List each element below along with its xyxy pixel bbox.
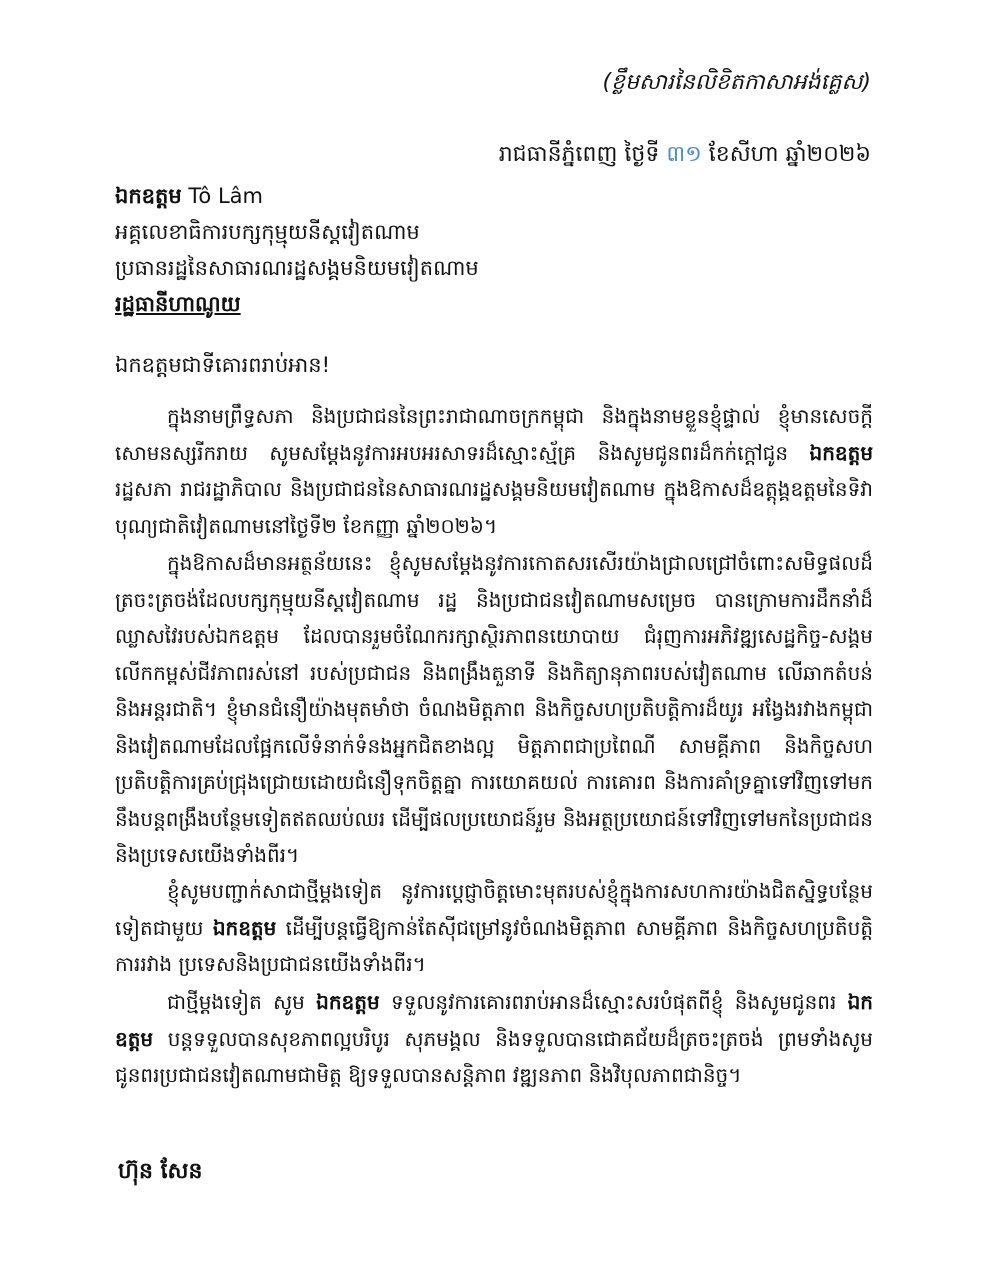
paragraph-3 xyxy=(115,873,873,983)
date-day: ៣១ xyxy=(666,142,702,167)
paragraph-4-text-e: បន្តទទួលបានសុខភាពល្អបរិបូរ សុភមង្គល និងទទួលបានជោគជ័យដ៏ត្រចះត្រចង់ ព្រមទាំងសូមជូនពរប្រជាជនវៀតណាមជាមិត្ត ឱ្យទទួលបានសន្តិភាព វឌ្ឍនភាព និងវិបុលភាពជានិច្ច។ xyxy=(115,1026,874,1087)
paragraph-2: ក្នុងឱកាសដ៏មានអត្ថន័យនេះ ខ្ញុំសូមសម្តែងនូវការកោតសរសើរយ៉ាងជ្រាលជ្រៅចំពោះសមិទ្ធផលដ៏ត្រចះត្រចង់ដែលបក្សកុម្មុយនីស្តវៀតណាម រដ្ឋ និងប្រជាជនវៀតណាមសម្រេច បានក្រោមការដឹកនាំដ៏ឈ្លាសវៃរបស់ឯកឧត្តម ដែលបានរួមចំណែករក្សាស្ថិរភាពនយោបាយ ជំរុញការអភិវឌ្ឍសេដ្ឋកិច្ច-សង្គម លើកកម្ពស់ជីវភាពរស់នៅ របស់ប្រជាជន និងពង្រឹងតួនាទី និងកិត្យានុភាពរបស់វៀតណាម លើឆាកតំបន់ និងអន្តរជាតិ។ ខ្ញុំមានជំនឿយ៉ាងមុតមាំថា ចំណងមិត្តភាព និងកិច្ចសហប្រតិបត្តិការដ៏យូរ អង្វែងរវាងកម្ពុជា និងវៀតណាមដែលផ្អែកលើទំនាក់ទំនងអ្នកជិតខាងល្អ មិត្តភាពជាប្រពៃណី សាមគ្គីភាព និងកិច្ចសហប្រតិបត្តិការគ្រប់ជ្រុងជ្រោយដោយជំនឿទុកចិត្តគ្នា ការយោគយល់ ការគោរព និងការគាំទ្រគ្នាទៅវិញទៅមក នឹងបន្តពង្រឹងបន្ថែមទៀតឥតឈប់ឈរ ដើម្បីផលប្រយោជន៍រួម និងអត្ថប្រយោជន៍ទៅវិញទៅមកនៃប្រជាជន និងប្រទេសយើងទាំងពីរ។ xyxy=(115,551,873,867)
recipient-title-1: អគ្គលេខាធិការបក្សកុម្មុយនីស្តវៀតណាម xyxy=(115,220,420,244)
date-prefix: រាជធានីភ្នំពេញ ថ្ងៃទី xyxy=(498,142,660,167)
paragraph-3-honorific: ឯកឧត្តម xyxy=(212,915,277,940)
recipient-name-line xyxy=(115,178,479,214)
paragraph-1-honorific: ឯកឧត្តម xyxy=(809,440,874,465)
signature-name: ហ៊ុន សែន xyxy=(118,1159,203,1184)
paragraph-1-text-c: រដ្ឋសភា រាជរដ្ឋាភិបាល និងប្រជាជននៃសាធារណរដ្ឋសង្គមនិយមវៀតណាម ក្នុងឱកាសដ៏ឧត្តុង្គឧត្តមនៃទិវាបុណ្យជាតិវៀតណាមនៅថ្ងៃទី២ ខែកញ្ញា ឆ្នាំ២០២៦។ xyxy=(115,477,873,538)
recipient-location: រដ្ឋធានីហាណូយ xyxy=(115,292,241,316)
date-suffix: ខែសីហា ឆ្នាំ២០២៦ xyxy=(708,142,871,167)
header-note: (ខ្លឹមសារនៃលិខិតកាសាអង់គ្លេស) xyxy=(602,70,871,95)
recipient-block xyxy=(115,178,479,322)
recipient-honorific: ឯកឧត្តម xyxy=(115,184,182,208)
paragraph-3-text-a: ខ្ញុំសូមបញ្ជាក់សាជាថ្មីម្តងទៀត នូវការប្តេជ្ញាចិត្តមោះមុតរបស់ខ្ញុំក្នុងការសហការយ៉ាងជិតស្និទ្ធបន្ថែមទៀតជាមួយ xyxy=(115,879,873,940)
paragraph-4-text-a: ជាថ្មីម្តងទៀត សូម xyxy=(167,990,305,1014)
paragraph-3-text-c: ដើម្បីបន្តធ្វើឱ្យកាន់តែស៊ីជម្រៅនូវចំណងមិត្តភាព សាមគ្គីភាព និងកិច្ចសហប្រតិបត្តិការរវាង ប្រទេសនិងប្រជាជនយើងទាំងពីរ។ xyxy=(115,915,874,976)
paragraph-1 xyxy=(115,398,873,544)
paragraph-4-honorific-2: ឯកឧត្តម xyxy=(115,990,873,1051)
salutation: ឯកឧត្តមជាទីគោរពរាប់អាន! xyxy=(115,353,331,377)
recipient-title-2: ប្រធានរដ្ឋនៃសាធារណរដ្ឋសង្គមនិយមវៀតណាម xyxy=(115,256,479,280)
paragraph-4-honorific-1: ឯកឧត្តម xyxy=(316,990,380,1014)
paragraph-4 xyxy=(115,984,873,1094)
paragraph-4-text-c: ទទួលនូវការគោរពរាប់អានដ៏ស្មោះសរបំផុតពីខ្ញុំ និងសូមជូនពរ xyxy=(390,990,837,1014)
date-line xyxy=(499,140,871,172)
paragraph-1-text-a: ក្នុងនាមព្រឹទ្ធសភា និងប្រជាជននៃព្រះរាជាណាចក្រកម្ពុជា និងក្នុងនាមខ្លួនខ្ញុំផ្ទាល់ ខ្ញុំមានសេចក្តីសោមនស្សរីករាយ សូមសម្តែងនូវការអបអរសាទរដ៏ស្មោះស្ម័គ្រ និងសូមជូនពរដ៏កក់ក្តៅជូន xyxy=(115,404,873,465)
recipient-name: Tô Lâm xyxy=(188,184,263,208)
